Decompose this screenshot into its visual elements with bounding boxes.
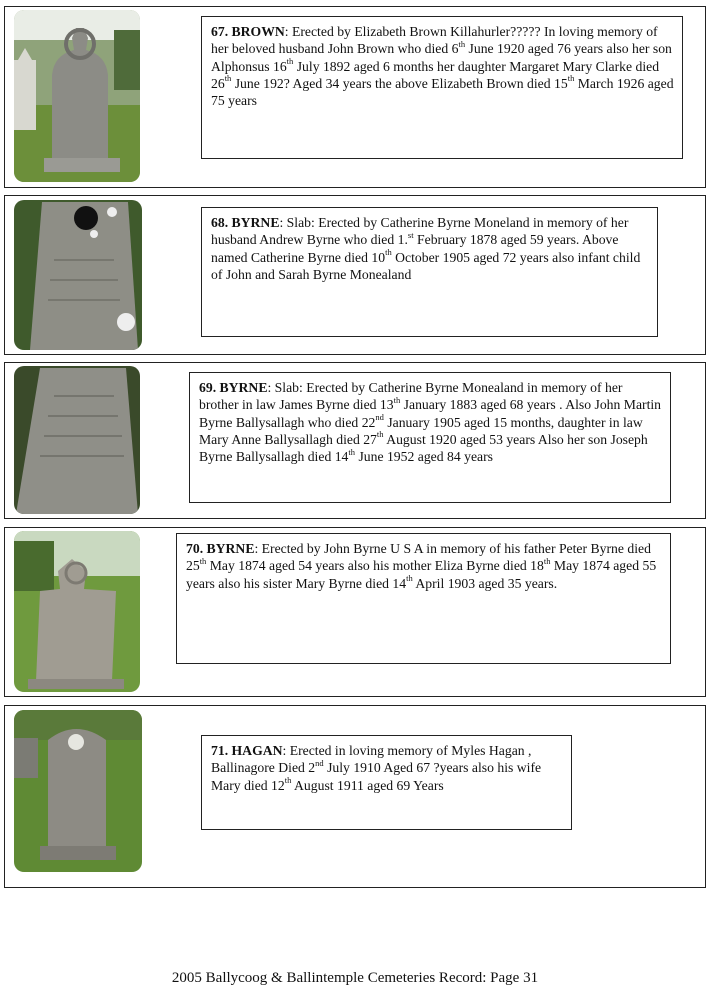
entry-heading xyxy=(211,743,282,758)
inscription-text: May 1874 aged 54 years also his mother Eliza Byrne died 18 xyxy=(206,558,544,574)
ordinal-suffix: th xyxy=(543,555,551,566)
inscription-text: July 1892 aged 6 months her daughter Margaret Mary Clarke died 26 xyxy=(211,58,660,91)
entry-surname: BYRNE xyxy=(206,541,255,556)
entry-surname: BROWN xyxy=(231,24,285,39)
ordinal-suffix: nd xyxy=(375,412,384,423)
inscription-text: : Slab: Erected by Catherine Byrne Moneland in memory of her husband Andrew Byrne who died 1. xyxy=(211,215,629,248)
inscription-text: May 1874 aged 55 years also his sister Mary Byrne died 14 xyxy=(186,558,657,591)
inscription-text: July 1910 Aged 67 ?years also his wife Mary died 12 xyxy=(211,760,542,793)
entry-number: 70. xyxy=(186,541,204,556)
page-footer: 2005 Ballycoog & Ballintemple Cemeteries Record: Page 31 xyxy=(171,970,539,986)
inscription-text: June 192? Aged 34 years the above Elizabeth Brown died 15 xyxy=(231,75,568,91)
inscription-text: August 1911 aged 69 Years xyxy=(291,777,444,793)
entry-number: 69. xyxy=(199,380,217,395)
ordinal-suffix: th xyxy=(286,56,294,67)
headstone-photo-68 xyxy=(14,200,142,350)
entry-surname: HAGAN xyxy=(231,743,283,758)
headstone-photo-71 xyxy=(14,710,142,872)
inscription-text: June 1920 aged 76 years also her son Alphonsus 16 xyxy=(211,41,672,74)
ordinal-suffix: th xyxy=(199,555,207,566)
inscription-69 xyxy=(189,372,671,503)
ordinal-suffix: th xyxy=(348,446,356,457)
inscription-text: October 1905 aged 72 years also infant child of John and Sarah Byrne Monealand xyxy=(211,249,641,282)
inscription-71 xyxy=(201,735,572,830)
ordinal-suffix: th xyxy=(224,73,232,84)
headstone-photo-69 xyxy=(14,366,140,514)
inscription-text: August 1920 aged 53 years Also her son Joseph Byrne Ballysallagh died 14 xyxy=(199,431,648,465)
entry-heading xyxy=(199,380,267,395)
inscription-text: April 1903 aged 35 years. xyxy=(412,575,558,591)
ordinal-suffix: th xyxy=(376,429,384,440)
inscription-text: : Erected by John Byrne U S A in memory of his father Peter Byrne died 25 xyxy=(186,541,651,574)
inscription-text: January 1905 aged 15 months, daughter in law Mary Anne Ballysallagh died 27 xyxy=(199,414,643,447)
inscription-text: : Erected by Elizabeth Brown Killahurler????? In loving memory of her beloved husband John Brown who died 6 xyxy=(211,24,658,57)
entry-heading xyxy=(211,24,285,39)
inscription-70 xyxy=(176,533,671,664)
inscription-text: : Erected in loving memory of Myles Hagan , Ballinagore Died 2 xyxy=(211,743,532,776)
ordinal-suffix: st xyxy=(407,229,414,240)
inscription-68 xyxy=(201,207,658,337)
entry-surname: BYRNE xyxy=(231,215,280,230)
entry-heading xyxy=(186,541,254,556)
inscription-text: June 1952 aged 84 years xyxy=(355,449,494,465)
inscription-67 xyxy=(201,16,683,159)
ordinal-suffix: th xyxy=(284,775,292,786)
headstone-photo-67 xyxy=(14,10,140,182)
inscription-text: January 1883 aged 68 years . Also John Martin Byrne Ballysallagh who died 22 xyxy=(199,397,662,430)
ordinal-suffix: th xyxy=(385,247,392,258)
ordinal-suffix: th xyxy=(567,73,575,84)
entry-number: 68. xyxy=(211,215,229,230)
inscription-text: March 1926 aged 75 years xyxy=(211,75,674,109)
inscription-text: : Slab: Erected by Catherine Byrne Monealand in memory of her brother in law James Byrne died 13 xyxy=(199,380,623,413)
ordinal-suffix: th xyxy=(458,38,466,49)
headstone-photo-70 xyxy=(14,531,140,692)
entry-heading xyxy=(211,215,279,230)
inscription-text: February 1878 aged 59 years. Above named Catherine Byrne died 10 xyxy=(211,232,619,265)
entry-surname: BYRNE xyxy=(219,380,268,395)
ordinal-suffix: th xyxy=(393,394,401,405)
ordinal-suffix: th xyxy=(406,573,413,584)
entry-number: 67. xyxy=(211,24,229,39)
entry-number: 71. xyxy=(211,743,229,758)
ordinal-suffix: nd xyxy=(315,757,324,768)
